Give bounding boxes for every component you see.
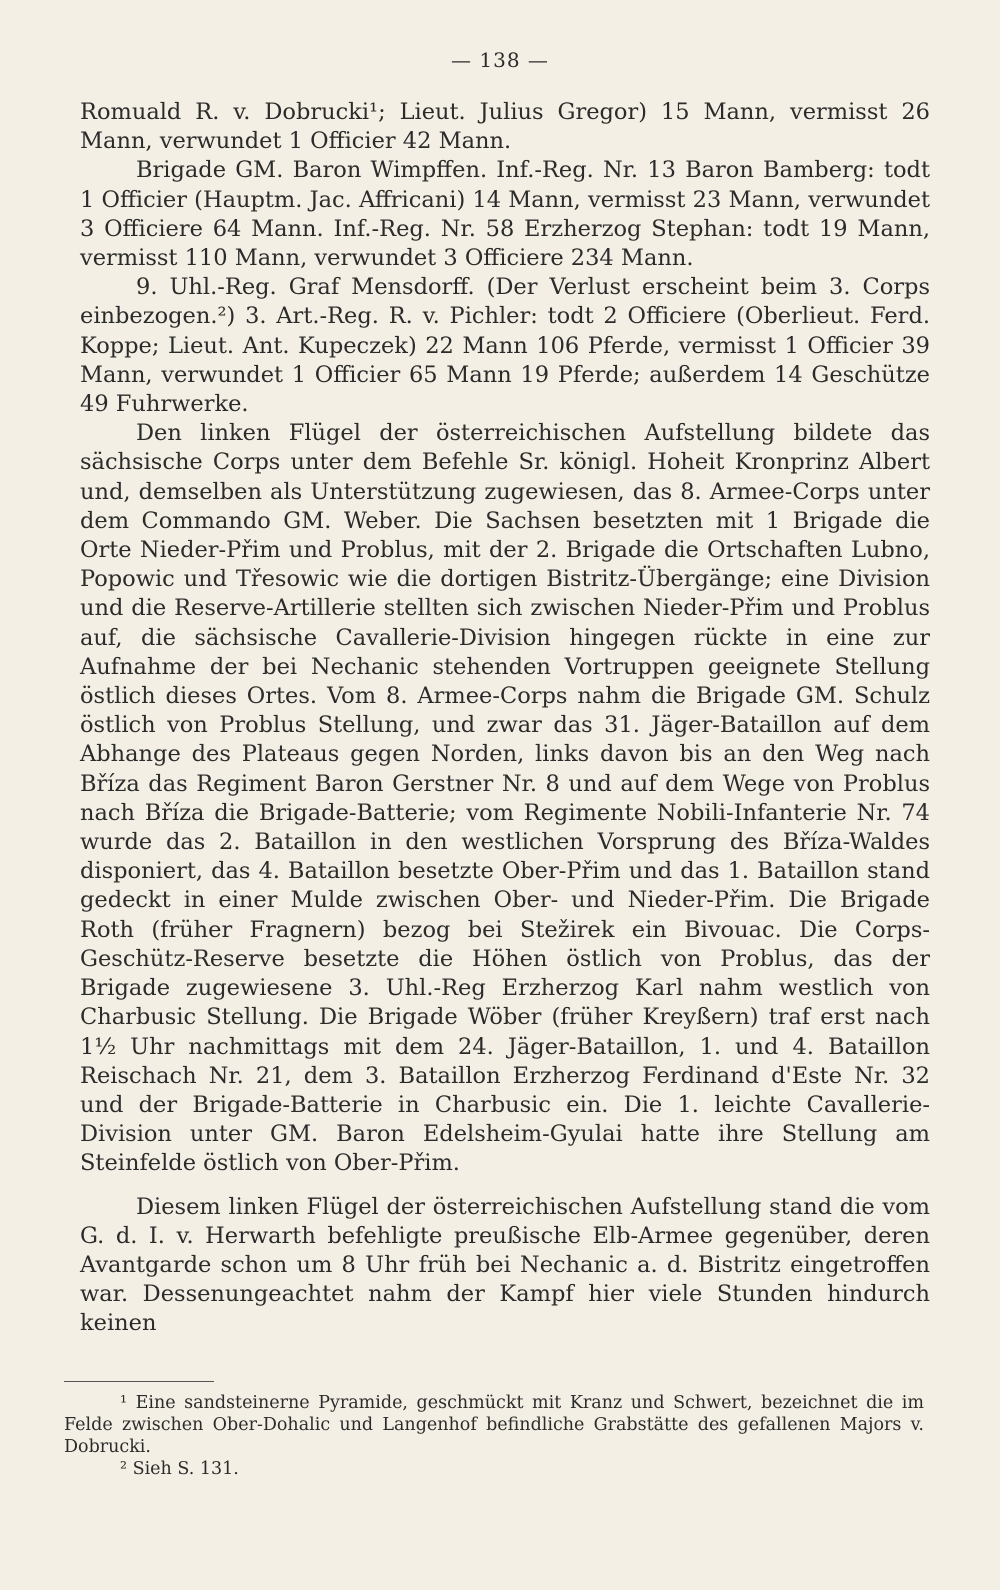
body-text xyxy=(80,98,930,1339)
footnote-divider xyxy=(64,1381,214,1382)
paragraph-brigade-wimpffen: Brigade GM. Baron Wimpffen. Inf.-Reg. Nr. 13 Baron Bamberg: todt 1 Officier (Hauptm. Jac. Affricani) 14 Mann, vermisst 23 Mann, verwundet 3 Officiere 64 Mann. Inf.-Reg. Nr. 58 Erzherzog Stephan: todt 19 Mann, vermisst 110 Mann, verwundet 3 Officiere 234 Mann. xyxy=(80,157,930,272)
paragraph-left-wing: Den linken Flügel der österreichischen Aufstellung bildete das sächsische Corps unter dem Befehle Sr. königl. Hoheit Kronprinz Albert und, demselben als Unterstützung zugewiesen, das 8. Armee-Corps unter dem Commando GM. Weber. Die Sachsen besetzten mit 1 Brigade die Orte Nieder-Přim und Problus, mit der 2. Brigade die Ortschaften Lubno, Popowic und Třesowic wie die dortigen Bistritz-Übergänge; eine Division und die Reserve-Artillerie stellten sich zwischen Nieder-Přim und Problus auf, die sächsische Cavallerie-Division hingegen rückte in eine zur Aufnahme der bei Nechanic stehenden Vortruppen geeignete Stellung östlich dieses Ortes. Vom 8. Armee-Corps nahm die Brigade GM. Schulz östlich von Problus Stellung, und zwar das 31. Jäger-Bataillon auf dem Abhange des Plateaus gegen Norden, links davon bis an den Weg nach Bříza das Regiment Baron Gerstner Nr. 8 und auf dem Wege von Problus nach Bříza die Brigade-Batterie; vom Regimente Nobili-Infanterie Nr. 74 wurde das 2. Bataillon in den westlichen Vorsprung des Bříza-Waldes disponiert, das 4. Bataillon besetzte Ober-Přim und das 1. Bataillon stand gedeckt in einer Mulde zwischen Ober- und Nieder-Přim. Die Brigade Roth (früher Fragnern) bezog bei Stežirek ein Bivouac. Die Corps-Geschütz-Reserve besetzte die Höhen östlich von Problus, das der Brigade zugewiesene 3. Uhl.-Reg Erzherzog Karl nahm westlich von Charbusic Stellung. Die Brigade Wöber (früher Kreyßern) traf erst nach 1½ Uhr nachmittags mit dem 24. Jäger-Bataillon, 1. und 4. Bataillon Reischach Nr. 21, dem 3. Bataillon Erzherzog Ferdinand d'Este Nr. 32 und der Brigade-Batterie in Charbusic ein. Die 1. leichte Cavallerie-Division unter GM. Baron Edelsheim-Gyulai hatte ihre Stellung am Steinfelde östlich von Ober-Přim. xyxy=(80,420,930,1177)
paragraph-elb-army: Diesem linken Flügel der österreichischen Aufstellung stand die vom G. d. I. v. Herwarth befehligte preußische Elb-Armee gegenüber, deren Avantgarde schon um 8 Uhr früh bei Nechanic a. d. Bistritz eingetroffen war. Dessenungeachtet nahm der Kampf hier viele Stunden hindurch keinen xyxy=(80,1193,930,1337)
footnotes xyxy=(64,1392,924,1480)
page-number: — 138 — xyxy=(451,48,549,72)
paragraph-uhlan-artillery: 9. Uhl.-Reg. Graf Mensdorff. (Der Verlust erscheint beim 3. Corps einbezogen.²) 3. Art.-Reg. R. v. Pichler: todt 2 Officiere (Oberlieut. Ferd. Koppe; Lieut. Ant. Kupeczek) 22 Mann 106 Pferde, vermisst 1 Officier 39 Mann, verwundet 1 Officier 65 Mann 19 Pferde; außerdem 14 Geschütze 49 Fuhrwerke. xyxy=(80,274,930,418)
footnote-2: ² Sieh S. 131. xyxy=(120,1459,239,1479)
footnote-1: ¹ Eine sandsteinerne Pyramide, geschmückt mit Kranz und Schwert, bezeichnet die im Felde zwischen Ober-Dohalic und Langenhof befindliche Grabstätte des gefallenen Majors v. Dobrucki. xyxy=(64,1393,924,1457)
paragraph-casualties-continued: Romuald R. v. Dobrucki¹; Lieut. Julius Gregor) 15 Mann, vermisst 26 Mann, verwundet 1 Officier 42 Mann. xyxy=(80,99,930,155)
